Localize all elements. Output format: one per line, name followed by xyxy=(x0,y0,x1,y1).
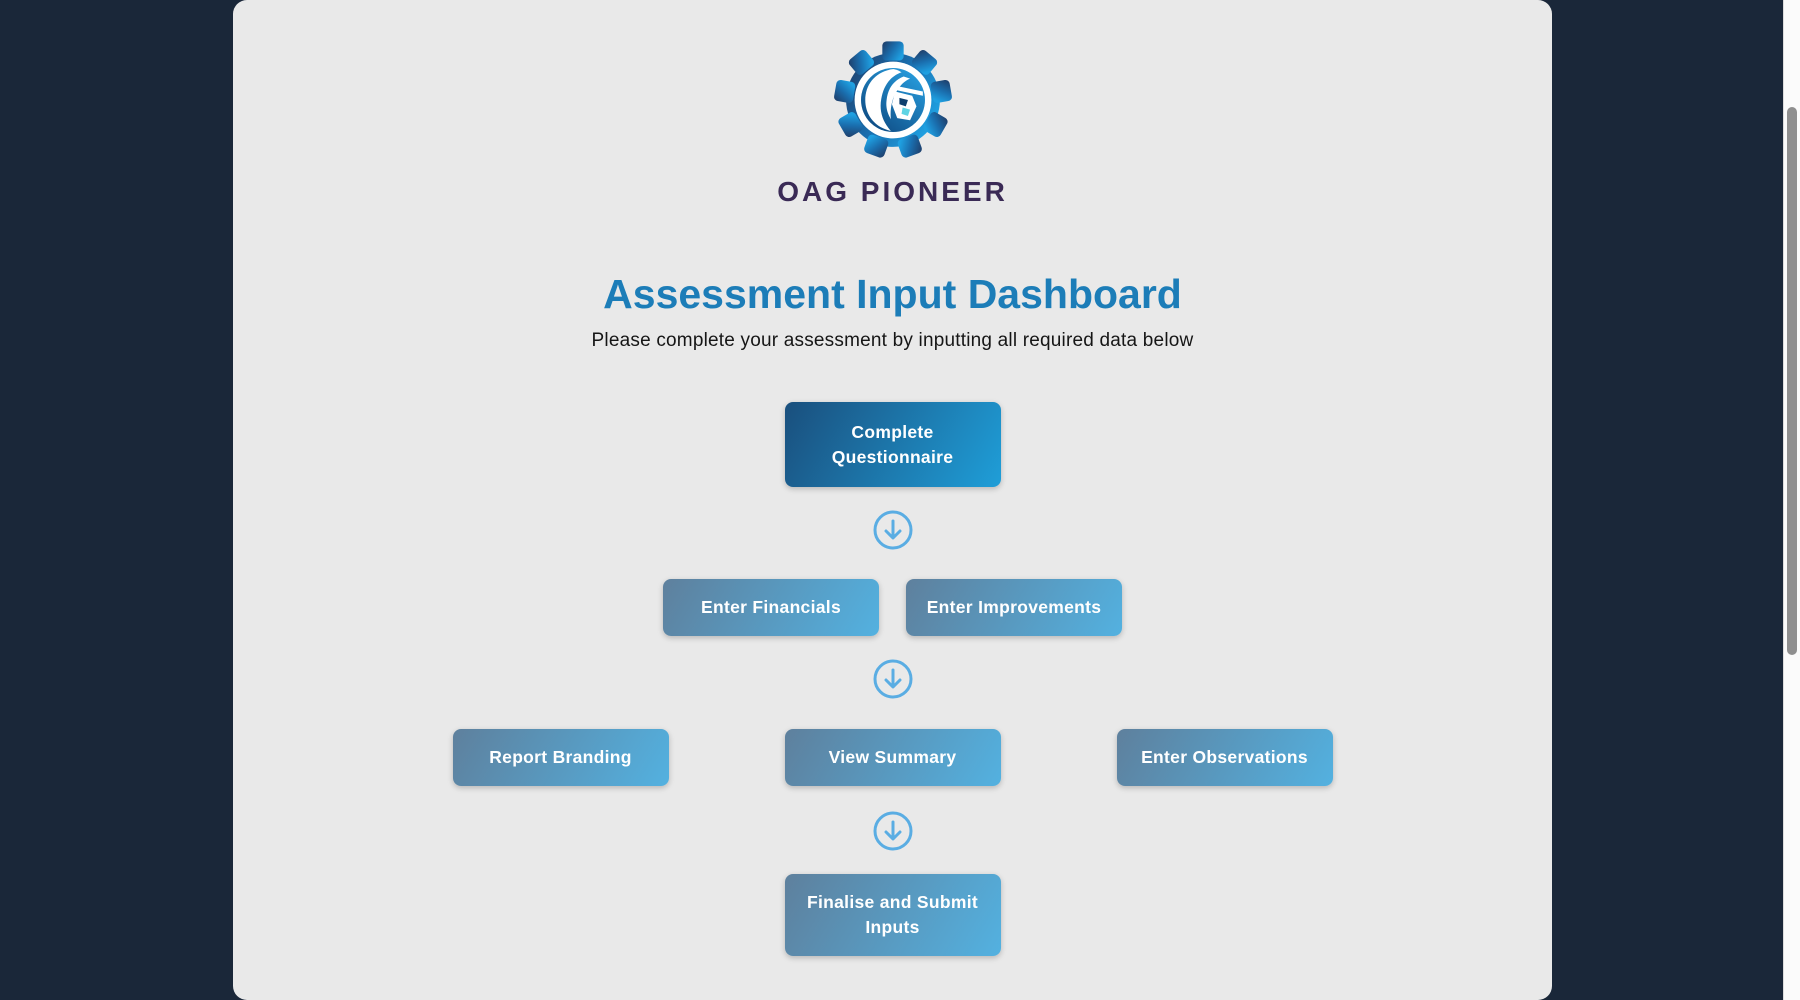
enter-observations-button[interactable]: Enter Observations xyxy=(1117,729,1333,786)
gear-lion-logo-icon xyxy=(829,36,957,164)
down-arrow-icon xyxy=(872,810,914,852)
flow-row-2 xyxy=(663,579,1122,636)
page-title: Assessment Input Dashboard xyxy=(603,271,1182,317)
enter-improvements-button[interactable]: Enter Improvements xyxy=(906,579,1122,636)
down-arrow-icon xyxy=(872,509,914,551)
page-subtitle: Please complete your assessment by inputting all required data below xyxy=(591,330,1194,351)
finalise-submit-button[interactable]: Finalise and Submit Inputs xyxy=(785,874,1001,956)
flow-row-3 xyxy=(453,729,1333,786)
report-branding-button[interactable]: Report Branding xyxy=(453,729,669,786)
complete-questionnaire-button[interactable]: Complete Questionnaire xyxy=(785,402,1001,487)
enter-financials-button[interactable]: Enter Financials xyxy=(663,579,879,636)
brand-name: OAG PIONEER xyxy=(777,176,1008,207)
dashboard-card xyxy=(233,0,1552,1000)
scrollbar-track[interactable] xyxy=(1783,0,1800,1000)
down-arrow-icon xyxy=(872,658,914,700)
scrollbar-thumb[interactable] xyxy=(1787,107,1797,655)
view-summary-button[interactable]: View Summary xyxy=(785,729,1001,786)
